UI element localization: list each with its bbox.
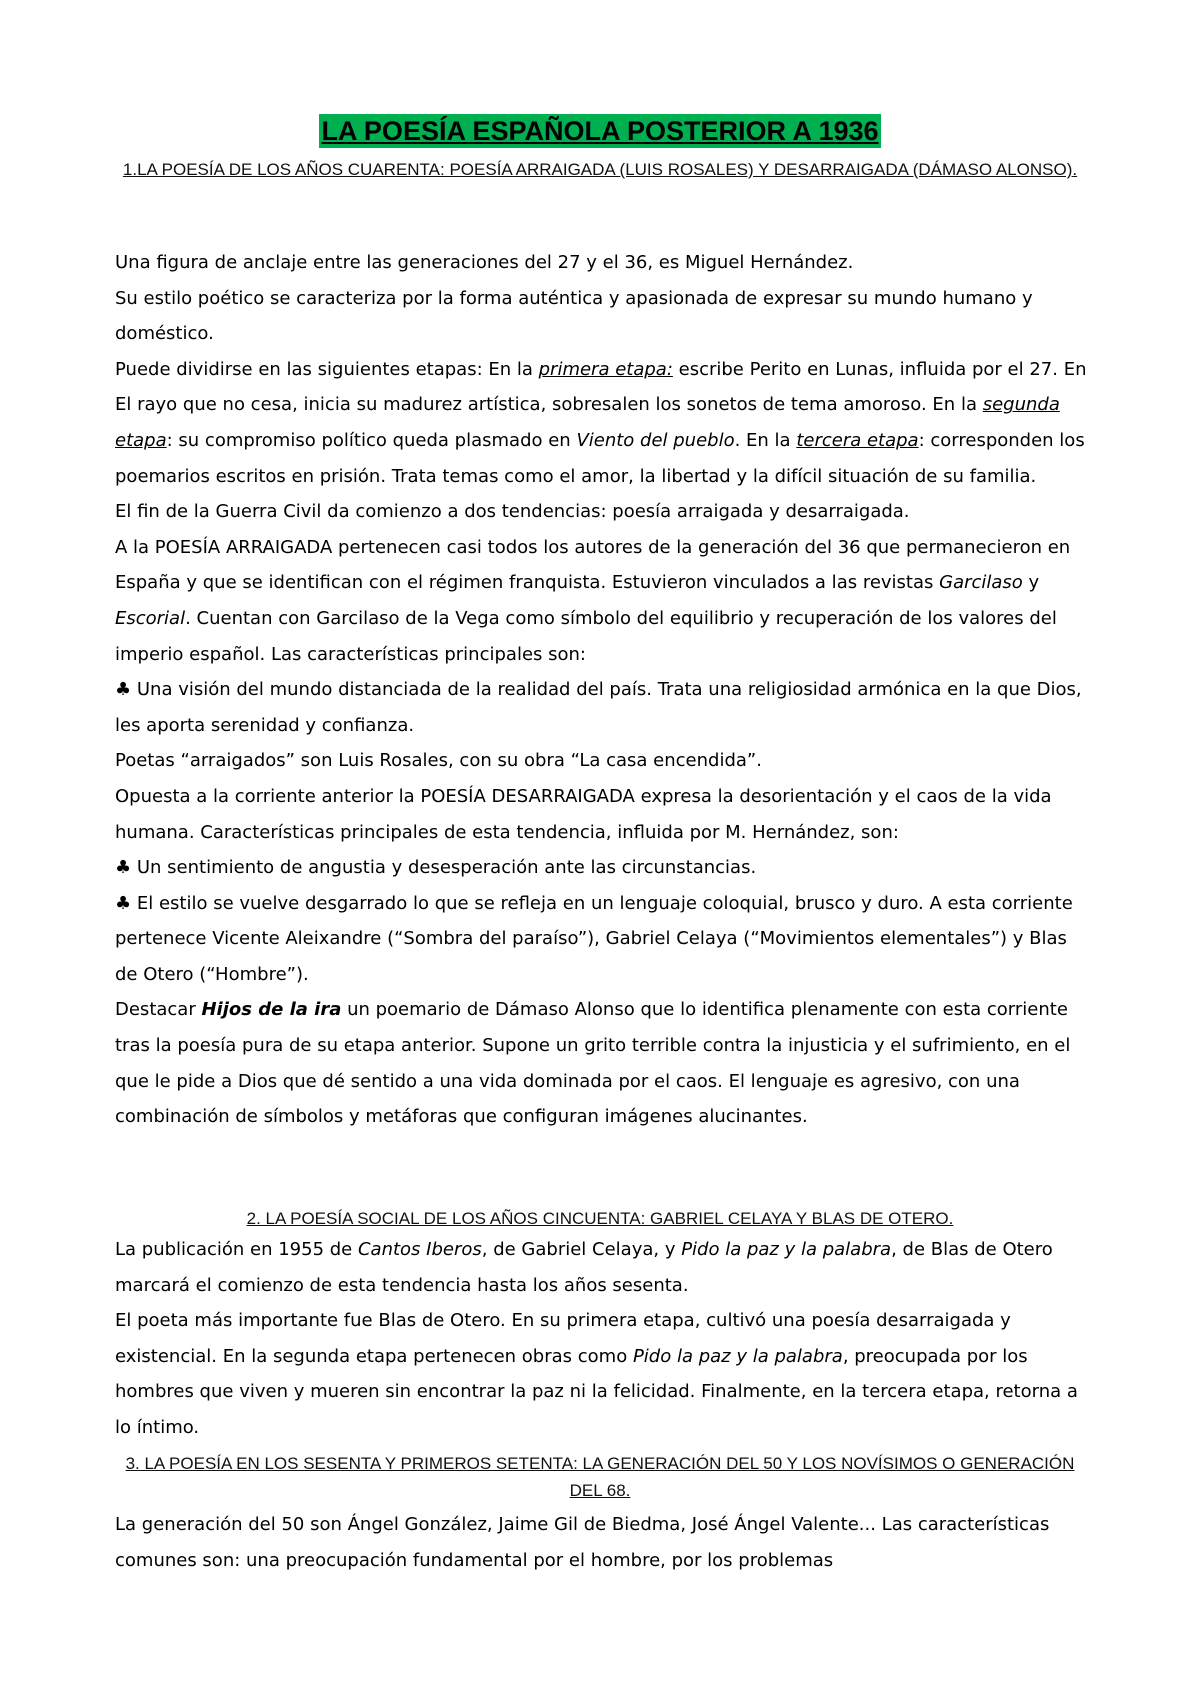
emphasis-segunda-etapa: segunda etapa bbox=[115, 394, 1060, 451]
paragraph: Puede dividirse en las siguientes etapas: En la primera etapa: escribe Perito en Lunas, influida por el 27. En El rayo que no cesa, inicia su madurez artística, sobresalen los sonetos de tema amoroso. En la segunda etapa: su compromiso político queda plasmado en Viento del pueblo. En la tercera etapa: corresponden los poemarios escritos en prisión. Trata temas como el amor, la libertad y la difícil situación de su familia. bbox=[115, 358, 1087, 487]
work-title: Viento del pueblo bbox=[576, 429, 735, 451]
work-title: Pido la paz y la palabra bbox=[632, 1345, 843, 1367]
section-1-body bbox=[115, 245, 1095, 1135]
bullet-item: ♣ Una visión del mundo distanciada de la realidad del país. Trata una religiosidad armónica en la que Dios, les aporta serenidad y confianza. bbox=[115, 679, 1082, 736]
paragraph: Opuesta a la corriente anterior la POESÍA DESARRAIGADA expresa la desorientación y el caos de la vida humana. Características principales de esta tendencia, influida por M. Hernández, son: bbox=[115, 785, 1052, 843]
section-2-body bbox=[115, 1232, 1095, 1446]
section-1-heading: 1.LA POESÍA DE LOS AÑOS CUARENTA: POESÍA ARRAIGADA (LUIS ROSALES) Y DESARRAIGADA (DÁMASO ALONSO). bbox=[122, 160, 1078, 179]
title-container bbox=[0, 114, 1200, 148]
section-3-body bbox=[115, 1507, 1095, 1578]
section-2-heading: 2. LA POESÍA SOCIAL DE LOS AÑOS CINCUENTA: GABRIEL CELAYA Y BLAS DE OTERO. bbox=[246, 1209, 954, 1228]
paragraph: Una figura de anclaje entre las generaciones del 27 y el 36, es Miguel Hernández. bbox=[115, 252, 854, 273]
bullet-item: ♣ Un sentimiento de angustia y desesperación ante las circunstancias. bbox=[115, 857, 757, 879]
paragraph: A la POESÍA ARRAIGADA pertenecen casi todos los autores de la generación del 36 que permanecieron en España y que se identifican con el régimen franquista. Estuvieron vinculados a las revistas Garcilaso y Escorial. Cuentan con Garcilaso de la Vega como símbolo del equilibrio y recuperación de los valores del imperio español. Las características principales son: bbox=[115, 536, 1071, 665]
paragraph: Su estilo poético se caracteriza por la forma auténtica y apasionada de expresar su mundo humano y doméstico. bbox=[115, 287, 1033, 345]
work-title: Hijos de la ira bbox=[201, 999, 342, 1021]
emphasis-tercera-etapa: tercera etapa bbox=[796, 429, 919, 451]
work-title: Cantos Iberos bbox=[357, 1239, 482, 1260]
magazine-title: Garcilaso bbox=[939, 572, 1023, 594]
bullet-item: ♣ El estilo se vuelve desgarrado lo que se refleja en un lenguaje coloquial, brusco y duro. A esta corriente pertenece Vicente Aleixandre (“Sombra del paraíso”), Gabriel Celaya (“Movimientos elementales”) y Blas de Otero (“Hombre”). bbox=[115, 892, 1073, 985]
emphasis-primera-etapa: primera etapa: bbox=[538, 358, 673, 380]
paragraph: El poeta más importante fue Blas de Otero. En su primera etapa, cultivó una poesía desarraigada y existencial. En la segunda etapa pertenecen obras como Pido la paz y la palabra, preocupada por los hombres que viven y mueren sin encontrar la paz ni la felicidad. Finalmente, en la tercera etapa, retorna a lo íntimo. bbox=[115, 1310, 1078, 1438]
magazine-title: Escorial bbox=[115, 607, 186, 629]
paragraph: La generación del 50 son Ángel González, Jaime Gil de Biedma, José Ángel Valente... Las características comunes son: una preocupación fundamental por el hombre, por los problemas bbox=[115, 1514, 1050, 1571]
paragraph: Destacar Hijos de la ira un poemario de Dámaso Alonso que lo identifica plenamente con esta corriente tras la poesía pura de su etapa anterior. Supone un grito terrible contra la injusticia y el sufrimiento, en el que le pide a Dios que dé sentido a una vida dominada por el caos. El lenguaje es agresivo, con una combinación de símbolos y metáforas que configuran imágenes alucinantes. bbox=[115, 999, 1071, 1128]
work-title: Pido la paz y la palabra bbox=[681, 1239, 892, 1260]
document-title: LA POESÍA ESPAÑOLA POSTERIOR A 1936 bbox=[321, 116, 879, 146]
paragraph: La publicación en 1955 de Cantos Iberos, de Gabriel Celaya, y Pido la paz y la palabra, de Blas de Otero marcará el comienzo de esta tendencia hasta los años sesenta. bbox=[115, 1239, 1053, 1296]
paragraph: Poetas “arraigados” son Luis Rosales, con su obra “La casa encendida”. bbox=[115, 750, 762, 772]
section-3-heading: 3. LA POESÍA EN LOS SESENTA Y PRIMEROS SETENTA: LA GENERACIÓN DEL 50 Y LOS NOVÍSIMOS O GENERACIÓN DEL 68. bbox=[125, 1454, 1075, 1500]
paragraph: El fin de la Guerra Civil da comienzo a dos tendencias: poesía arraigada y desarraigada. bbox=[115, 501, 910, 523]
